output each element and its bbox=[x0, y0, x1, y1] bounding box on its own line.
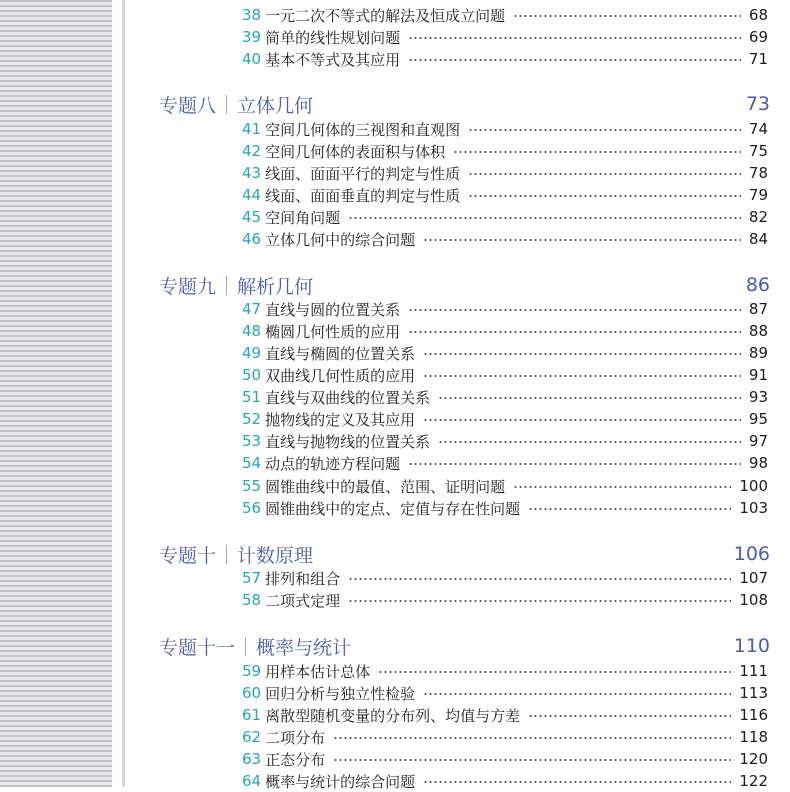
entry-page: 111 bbox=[739, 662, 768, 680]
dot-leader bbox=[423, 419, 741, 421]
dot-leader bbox=[348, 217, 741, 219]
entry-number: 53 bbox=[242, 432, 262, 450]
left-striped-margin bbox=[0, 0, 112, 787]
entry-title: 直线与椭圆的位置关系 bbox=[265, 344, 416, 363]
toc-entry[interactable] bbox=[242, 770, 768, 792]
entry-number: 38 bbox=[242, 6, 262, 24]
dot-leader bbox=[423, 693, 731, 695]
toc-entry[interactable] bbox=[242, 748, 768, 770]
entry-number: 60 bbox=[242, 684, 262, 702]
dot-leader bbox=[468, 129, 741, 131]
entry-page: 120 bbox=[739, 750, 768, 768]
section-heading[interactable] bbox=[159, 272, 770, 298]
entry-title: 离散型随机变量的分布列、均值与方差 bbox=[265, 706, 521, 725]
dot-leader bbox=[423, 239, 741, 241]
toc-entry[interactable] bbox=[242, 589, 768, 611]
entry-title: 双曲线几何性质的应用 bbox=[265, 366, 416, 385]
dot-leader bbox=[438, 397, 741, 399]
section-label: 专题十一 bbox=[159, 636, 236, 659]
section-heading[interactable] bbox=[159, 541, 770, 567]
entry-page: 97 bbox=[748, 432, 768, 450]
entry-number: 59 bbox=[242, 662, 262, 680]
entry-page: 84 bbox=[748, 230, 768, 248]
entry-title: 用样本估计总体 bbox=[265, 662, 371, 681]
dot-leader bbox=[333, 759, 731, 761]
entry-number: 41 bbox=[242, 120, 262, 138]
entry-title: 正态分布 bbox=[265, 750, 326, 769]
entry-title: 空间几何体的表面积与体积 bbox=[265, 142, 446, 161]
dot-leader bbox=[528, 715, 731, 717]
entry-page: 100 bbox=[739, 477, 768, 495]
entry-number: 42 bbox=[242, 142, 262, 160]
entry-number: 45 bbox=[242, 208, 262, 226]
entry-number: 55 bbox=[242, 477, 262, 495]
entry-page: 122 bbox=[739, 772, 768, 790]
toc-entry[interactable] bbox=[242, 26, 768, 48]
dot-leader bbox=[528, 508, 731, 510]
toc-entry[interactable] bbox=[242, 682, 768, 704]
entry-title: 基本不等式及其应用 bbox=[265, 50, 401, 69]
entry-page: 71 bbox=[748, 50, 768, 68]
entry-page: 88 bbox=[748, 322, 768, 340]
entry-number: 48 bbox=[242, 322, 262, 340]
entry-title: 一元二次不等式的解法及恒成立问题 bbox=[265, 6, 506, 25]
entry-number: 52 bbox=[242, 410, 262, 428]
section-title: 计数原理 bbox=[237, 544, 314, 567]
entry-page: 98 bbox=[748, 454, 768, 472]
dot-leader bbox=[438, 441, 741, 443]
entry-page: 95 bbox=[748, 410, 768, 428]
entry-title: 动点的轨迹方程问题 bbox=[265, 454, 401, 473]
entry-page: 108 bbox=[739, 591, 768, 609]
section-page: 86 bbox=[745, 274, 770, 296]
section-title: 解析几何 bbox=[237, 275, 314, 298]
section-separator bbox=[245, 637, 246, 656]
entry-page: 68 bbox=[748, 6, 768, 24]
entry-page: 113 bbox=[739, 684, 768, 702]
toc-entry[interactable] bbox=[242, 475, 768, 497]
entry-page: 116 bbox=[739, 706, 768, 724]
toc-entry[interactable] bbox=[242, 497, 768, 519]
entry-number: 44 bbox=[242, 186, 262, 204]
dot-leader bbox=[408, 59, 741, 61]
dot-leader bbox=[348, 600, 731, 602]
entry-title: 空间几何体的三视图和直观图 bbox=[265, 120, 461, 139]
entry-title: 空间角问题 bbox=[265, 208, 341, 227]
entry-title: 直线与抛物线的位置关系 bbox=[265, 432, 431, 451]
section-separator bbox=[226, 545, 227, 564]
page-gutter bbox=[112, 0, 122, 787]
dot-leader bbox=[408, 463, 741, 465]
entry-number: 61 bbox=[242, 706, 262, 724]
entry-page: 78 bbox=[748, 164, 768, 182]
entry-number: 56 bbox=[242, 499, 262, 517]
toc-entry[interactable] bbox=[242, 567, 768, 589]
dot-leader bbox=[348, 578, 731, 580]
entry-number: 51 bbox=[242, 388, 262, 406]
dot-leader bbox=[378, 671, 731, 673]
entry-title: 立体几何中的综合问题 bbox=[265, 230, 416, 249]
section-label: 专题九 bbox=[159, 275, 217, 298]
entry-title: 圆锥曲线中的定点、定值与存在性问题 bbox=[265, 499, 521, 518]
toc-entry[interactable] bbox=[242, 452, 768, 474]
toc-entry[interactable] bbox=[242, 704, 768, 726]
entry-number: 39 bbox=[242, 28, 262, 46]
toc-entry[interactable] bbox=[242, 430, 768, 452]
entry-title: 二项分布 bbox=[265, 728, 326, 747]
toc-entry[interactable] bbox=[242, 206, 768, 228]
section-label: 专题八 bbox=[159, 94, 217, 117]
entry-page: 75 bbox=[748, 142, 768, 160]
entry-page: 79 bbox=[748, 186, 768, 204]
dot-leader bbox=[468, 173, 741, 175]
section-page: 73 bbox=[745, 93, 770, 115]
entry-title: 二项式定理 bbox=[265, 591, 341, 610]
entry-page: 82 bbox=[748, 208, 768, 226]
entry-title: 概率与统计的综合问题 bbox=[265, 772, 416, 791]
entry-title: 线面、面面垂直的判定与性质 bbox=[265, 186, 461, 205]
entry-page: 74 bbox=[748, 120, 768, 138]
entry-number: 62 bbox=[242, 728, 262, 746]
entry-page: 89 bbox=[748, 344, 768, 362]
entry-number: 63 bbox=[242, 750, 262, 768]
section-label: 专题十 bbox=[159, 544, 217, 567]
entry-title: 椭圆几何性质的应用 bbox=[265, 322, 401, 341]
entry-number: 47 bbox=[242, 300, 262, 318]
entry-title: 直线与双曲线的位置关系 bbox=[265, 388, 431, 407]
dot-leader bbox=[423, 353, 741, 355]
entry-page: 118 bbox=[739, 728, 768, 746]
toc-entry[interactable] bbox=[242, 342, 768, 364]
toc-entry[interactable] bbox=[242, 364, 768, 386]
toc-entry[interactable] bbox=[242, 298, 768, 320]
toc-entry[interactable] bbox=[242, 660, 768, 682]
section-heading[interactable] bbox=[159, 633, 770, 659]
entry-number: 43 bbox=[242, 164, 262, 182]
entry-title: 直线与圆的位置关系 bbox=[265, 300, 401, 319]
dot-leader bbox=[423, 375, 741, 377]
section-separator bbox=[226, 276, 227, 295]
dot-leader bbox=[423, 781, 731, 783]
section-separator bbox=[226, 95, 227, 114]
entry-number: 46 bbox=[242, 230, 262, 248]
toc-entry[interactable] bbox=[242, 48, 768, 70]
toc-entry[interactable] bbox=[242, 140, 768, 162]
toc-entry[interactable] bbox=[242, 4, 768, 26]
entry-title: 抛物线的定义及其应用 bbox=[265, 410, 416, 429]
entry-number: 49 bbox=[242, 344, 262, 362]
dot-leader bbox=[408, 37, 741, 39]
entry-page: 91 bbox=[748, 366, 768, 384]
dot-leader bbox=[513, 486, 731, 488]
dot-leader bbox=[333, 737, 731, 739]
entry-title: 圆锥曲线中的最值、范围、证明问题 bbox=[265, 477, 506, 496]
entry-number: 50 bbox=[242, 366, 262, 384]
entry-number: 54 bbox=[242, 454, 262, 472]
entry-number: 57 bbox=[242, 569, 262, 587]
toc-entry[interactable] bbox=[242, 726, 768, 748]
entry-title: 简单的线性规划问题 bbox=[265, 28, 401, 47]
entry-title: 线面、面面平行的判定与性质 bbox=[265, 164, 461, 183]
toc-entry[interactable] bbox=[242, 162, 768, 184]
section-page: 110 bbox=[733, 635, 770, 657]
entry-page: 107 bbox=[739, 569, 768, 587]
dot-leader bbox=[453, 151, 741, 153]
section-page: 106 bbox=[733, 543, 770, 565]
entry-title: 回归分析与独立性检验 bbox=[265, 684, 416, 703]
toc-entry[interactable] bbox=[242, 320, 768, 342]
entry-number: 64 bbox=[242, 772, 262, 790]
entry-page: 93 bbox=[748, 388, 768, 406]
dot-leader bbox=[468, 195, 741, 197]
entry-page: 69 bbox=[748, 28, 768, 46]
dot-leader bbox=[408, 309, 741, 311]
entry-page: 87 bbox=[748, 300, 768, 318]
toc-entry[interactable] bbox=[242, 386, 768, 408]
toc-entry[interactable] bbox=[242, 408, 768, 430]
entry-page: 103 bbox=[739, 499, 768, 517]
dot-leader bbox=[513, 15, 741, 17]
section-title: 概率与统计 bbox=[256, 636, 352, 659]
toc-entry[interactable] bbox=[242, 184, 768, 206]
entry-number: 58 bbox=[242, 591, 262, 609]
section-heading[interactable] bbox=[159, 91, 770, 117]
table-of-contents bbox=[125, 0, 790, 791]
entry-number: 40 bbox=[242, 50, 262, 68]
toc-entry[interactable] bbox=[242, 228, 768, 250]
toc-entry[interactable] bbox=[242, 118, 768, 140]
section-title: 立体几何 bbox=[237, 94, 314, 117]
dot-leader bbox=[408, 331, 741, 333]
entry-title: 排列和组合 bbox=[265, 569, 341, 588]
